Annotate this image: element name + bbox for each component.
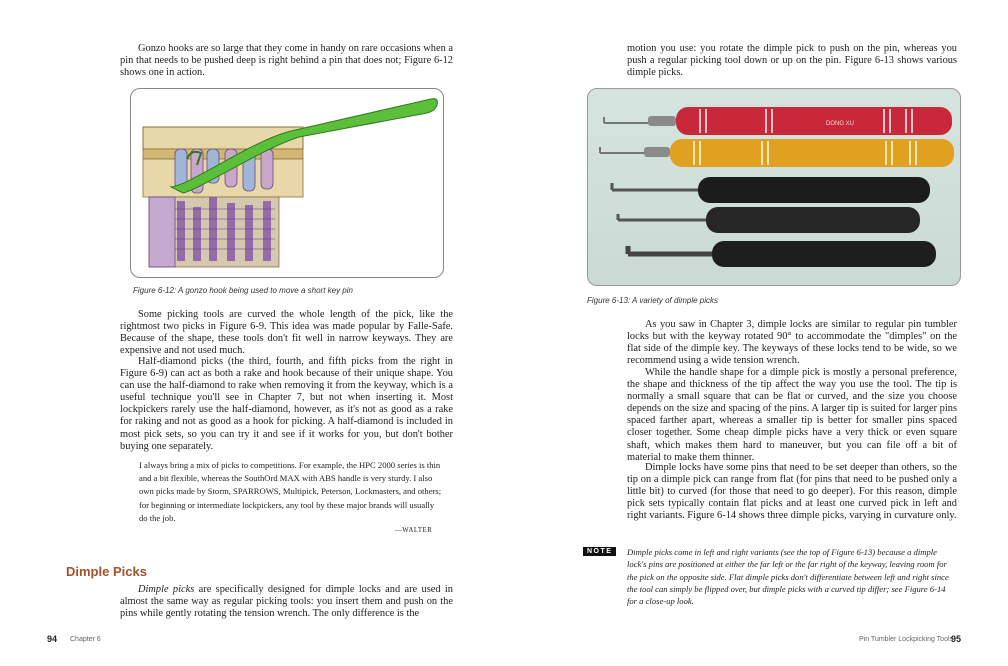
left-intro-paragraph: Gonzo hooks are so large that they come in handy on rare occasions when a pin that needs to be pushed deep is right behind a pin that does not; Figure 6-12 shows one in action.: [120, 43, 453, 79]
right-intro-paragraph: motion you use: you rotate the dimple pick to push on the pin, whereas you push a regular picking tool down or up on the pin. Figure 6-13 shows various dimple picks.: [627, 43, 957, 79]
red-handle-brand: DONG XU: [826, 121, 855, 127]
left-running-footer: Chapter 6: [70, 636, 101, 643]
note-text: Dimple picks come in left and right variants (see the top of Figure 6-13) because a dimple lock's pins are positioned at either the far left or the far right of the keyway, leaving room for the pick on the opposite side. Flat dimple picks don't differentiate between left and right since the tool can simply be flipped over, but dimple picks with a curved tip differ; see Figure 6-14 for a close-up look.: [627, 547, 949, 607]
left-paragraph-curved-picks: Some picking tools are curved the whole length of the pick, like the rightmost two picks in Figure 6-9. This idea was made popular by Falle-Safe. Because of the shape, these tools don't fit well in narrow keyways. They are expensive and not used much.: [120, 309, 453, 357]
left-paragraph-half-diamond: Half-diamond picks (the third, fourth, and fifth picks from the right in Figure 6-9) can act as both a rake and hook because of their unique shape. You can use the half-diamond to rake when removing it from the keyway, which is a useful technique you'll see in Chapter 7, but not when inserting it. Most lockpickers rarely use the half-diamond, however, as it's not as good as a rake for raking and not as good as a hook for picking. A half-diamond is included in most pick sets, so you can try it and see if it works for you, but don't bother buying one separately.: [120, 356, 453, 452]
right-paragraph-tip-shape: While the handle shape for a dimple pick is mostly a personal preference, the shape and thickness of the tip affect the way you use the tool. The tip is normally a small square that can be flat or curved, and the size you choose depends on the size and spacing of the pins. A larger tip is suited for larger pins spaced farther apart, whereas a smaller tip is better for smaller pins spaced closer together. Some cheap dimple picks have a very thick or even square shaft, which makes them hard to maneuver, but you can file off a bit of material to make them thinner.: [627, 367, 957, 463]
left-page-number: 94: [47, 634, 58, 644]
right-paragraph-dimple-locks: As you saw in Chapter 3, dimple locks are similar to regular pin tumbler locks but with the keyway rotated 90° to accommodate the "dimples" on the flat side of the dimple key. The keyways of these locks tend to be wide, so we recommend using a wide tension wrench.: [627, 319, 957, 367]
walter-sidebar-text: I always bring a mix of picks to competitions. For example, the HPC 2000 series is thin and a bit flexible, whereas the SouthOrd MAX with ABS handle is very sturdy. I also own picks made by Storm, SPARROWS, Multipick, Peterson, Lockmasters, and others; for beginning or intermediate lockpickers, any tool by these major brands will usually do the job.: [139, 460, 442, 523]
section-heading-dimple-picks: Dimple Picks: [66, 564, 147, 579]
right-page-number: 95: [951, 634, 962, 644]
figure-6-12-gonzo-hook-illustration: [130, 88, 444, 278]
right-running-footer: Pin Tumbler Lockpicking Tools: [859, 636, 954, 643]
dimple-paragraph-text: are specifically designed for dimple locks and are used in almost the same way as regular picking tools: you insert them and push on the pins while gently rotating the tension wrench. The only difference is the: [120, 584, 453, 620]
dimple-term: Dimple picks: [138, 584, 195, 595]
figure-6-13-caption: Figure 6-13: A variety of dimple picks: [587, 296, 719, 305]
note-badge: NOTE: [583, 547, 616, 556]
figure-6-12-caption: Figure 6-12: A gonzo hook being used to move a short key pin: [133, 286, 353, 295]
right-paragraph-pin-depth: Dimple locks have some pins that need to be set deeper than others, so the tip on a dimple pick can range from flat (for pins that need to be pushed only a little bit) to curved (for those that need to go deeper). For this reason, dimple pick sets typically contain flat picks and at least one curved pick in left and right variants. Figure 6-14 shows three dimple picks, varying in curvature only.: [627, 462, 957, 522]
left-paragraph-dimple-intro: [120, 584, 453, 620]
figure-6-13-dimple-picks-photo: [587, 88, 961, 286]
sidebar-signature: —WALTER: [395, 527, 433, 534]
